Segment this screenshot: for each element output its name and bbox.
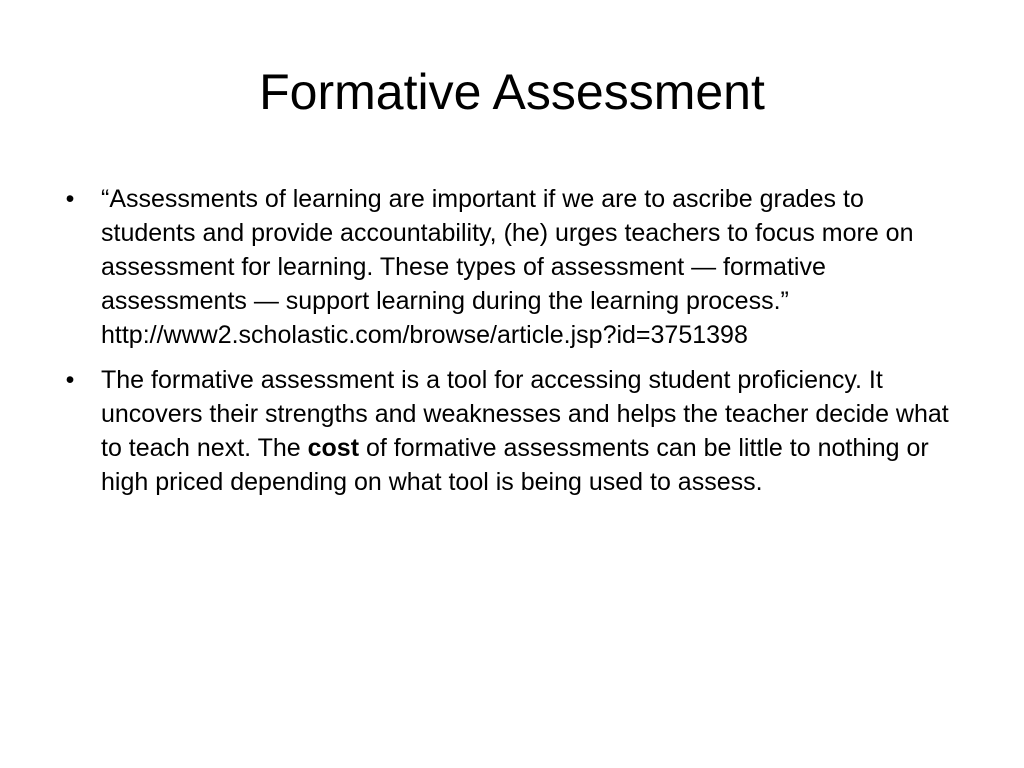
bullet-icon: • <box>65 185 75 213</box>
bullet-text-after: of formative assessments can be little to nothing or high priced depending on what tool is being used to assess. <box>101 434 929 496</box>
slide-title: Formative Assessment <box>259 64 765 120</box>
bullet-item <box>60 363 965 499</box>
bullet-item <box>60 182 965 352</box>
bold-word-cost: cost <box>307 434 360 462</box>
bullet-icon: • <box>65 366 75 394</box>
quote-text: “Assessments of learning are important if we are to ascribe grades to students and provide accountability, (he) urges teachers to focus more on assessment for learning. These types of assessment — formative assessments — support learning during the learning process.” <box>101 185 914 315</box>
bullet-text-before: The formative assessment is a tool for accessing student proficiency. It uncovers their strengths and weaknesses and helps the teacher decide what to teach next. The <box>101 366 949 462</box>
source-url: http://www2.scholastic.com/browse/article.jsp?id=3751398 <box>101 321 748 349</box>
bullet-list <box>60 182 965 510</box>
